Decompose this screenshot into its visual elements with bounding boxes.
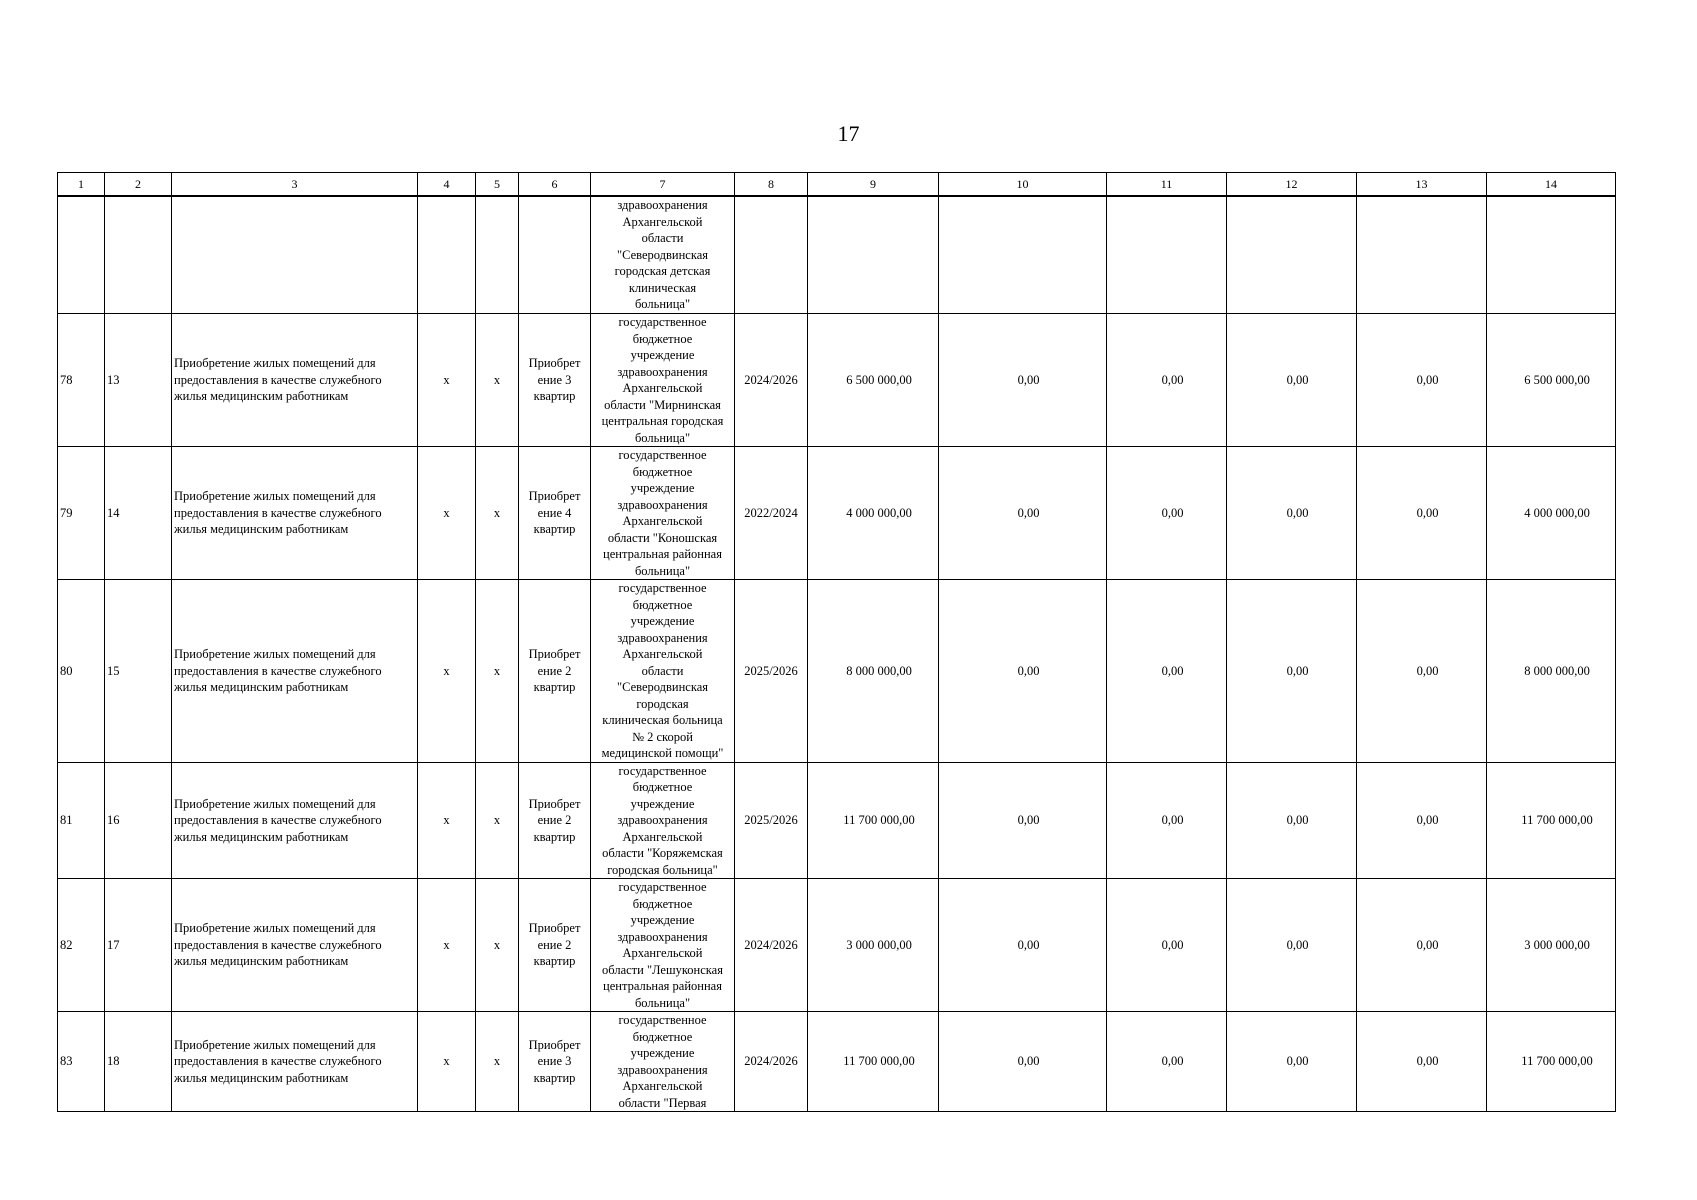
col11-cell [1107,1012,1227,1112]
executor-cell: государственное бюджетное учреждение здравоохранения Архангельской области "Лешуконская центральная районная больница" [591,879,735,1012]
col5-cell: x [476,762,519,879]
col11-cell [1107,879,1227,1012]
program-table [57,172,1616,1112]
col13-value: 0,00 [1416,937,1439,952]
col4-cell: x [418,1012,476,1112]
total-value: 11 700 000,00 [843,813,915,827]
sub-number-cell: 15 [105,580,172,763]
column-header: 1 [58,173,105,197]
col11-value: 0,00 [1161,663,1184,678]
col12-cell [1227,447,1357,580]
col12-cell [1227,580,1357,763]
col12-value: 0,00 [1286,505,1309,520]
col13-cell [1357,580,1487,763]
total-cell [808,580,939,763]
col13-value: 0,00 [1416,1054,1439,1069]
table-row [58,447,1616,580]
col11-value: 0,00 [1161,1054,1184,1069]
row-number-cell: 81 [58,762,105,879]
column-header: 7 [591,173,735,197]
sub-number-cell: 16 [105,762,172,879]
sub-number-cell: 14 [105,447,172,580]
period-cell: 2025/2026 [735,762,808,879]
col13-value: 0,00 [1416,505,1439,520]
col11-value: 0,00 [1161,937,1184,952]
col4-cell: x [418,447,476,580]
col12-cell [1227,762,1357,879]
total-cell [808,762,939,879]
column-header: 13 [1357,173,1487,197]
col12-cell [1227,314,1357,447]
col11-cell [1107,447,1227,580]
table-row-continuation [58,196,1616,314]
period-cell: 2024/2026 [735,879,808,1012]
col5-cell: x [476,879,519,1012]
total-value: 11 700 000,00 [843,1054,915,1069]
total-cell [808,314,939,447]
sub-number-cell: 17 [105,879,172,1012]
col10-cell [939,879,1107,1012]
col12-value: 0,00 [1286,372,1309,387]
col13-cell [1357,879,1487,1012]
col11-value: 0,00 [1161,505,1184,520]
col12-cell [1227,879,1357,1012]
executor-cell: государственное бюджетное учреждение здравоохранения Архангельской области "Коряжемская городская больница" [591,762,735,879]
column-header: 5 [476,173,519,197]
col13-value: 0,00 [1416,663,1439,678]
table-cell [1107,196,1227,314]
table-cell [172,196,418,314]
col12-value: 0,00 [1286,663,1309,678]
measure-name-cell: Приобретение жилых помещений для предоставления в качестве служебного жилья медицинским работникам [172,447,418,580]
measure-name-cell: Приобретение жилых помещений для предоставления в качестве служебного жилья медицинским работникам [172,580,418,763]
col14-cell [1487,762,1616,879]
total-cell [808,447,939,580]
col4-cell: x [418,879,476,1012]
column-header: 11 [1107,173,1227,197]
row-number-cell: 79 [58,447,105,580]
period-cell: 2025/2026 [735,580,808,763]
column-header: 4 [418,173,476,197]
page-number: 17 [837,121,860,146]
total-value: 3 000 000,00 [846,937,912,952]
measure-name-cell: Приобретение жилых помещений для предоставления в качестве служебного жилья медицинским работникам [172,1012,418,1112]
measure-name-cell: Приобретение жилых помещений для предоставления в качестве служебного жилья медицинским работникам [172,762,418,879]
column-header: 8 [735,173,808,197]
col10-value: 0,00 [1017,937,1040,952]
total-value: 6 500 000,00 [846,372,912,387]
table-cell [58,196,105,314]
column-header: 9 [808,173,939,197]
col5-cell: x [476,580,519,763]
col13-cell [1357,447,1487,580]
column-header: 6 [519,173,591,197]
col14-value: 3 000 000,00 [1524,937,1590,952]
table-cell [519,196,591,314]
row-number-cell: 82 [58,879,105,1012]
total-value: 8 000 000,00 [846,663,912,678]
col4-cell: x [418,580,476,763]
table-row [58,314,1616,447]
col5-cell: x [476,447,519,580]
row-number-cell: 83 [58,1012,105,1112]
total-value: 4 000 000,00 [846,505,912,520]
col11-value: 0,00 [1161,813,1184,827]
col4-cell: x [418,314,476,447]
executor-cell: государственное бюджетное учреждение здравоохранения Архангельской области "Мирнинская центральная городская больница" [591,314,735,447]
col13-value: 0,00 [1416,372,1439,387]
table-row [58,762,1616,879]
table-cell [808,196,939,314]
row-number-cell: 78 [58,314,105,447]
col10-value: 0,00 [1017,1054,1040,1069]
col14-cell [1487,447,1616,580]
table-row [58,580,1616,763]
column-header: 3 [172,173,418,197]
row-number-cell: 80 [58,580,105,763]
measure-name-cell: Приобретение жилых помещений для предоставления в качестве служебного жилья медицинским работникам [172,879,418,1012]
executor-cell: здравоохранения Архангельской области "Северодвинская городская детская клиническая больница" [591,196,735,314]
col12-value: 0,00 [1286,813,1309,827]
table-cell [1487,196,1616,314]
col10-value: 0,00 [1017,663,1040,678]
col14-value: 11 700 000,00 [1521,1054,1593,1069]
col10-cell [939,762,1107,879]
col10-cell [939,447,1107,580]
action-cell: Приобрет ение 2 квартир [519,879,591,1012]
col12-value: 0,00 [1286,1054,1309,1069]
col10-value: 0,00 [1017,505,1040,520]
header-row [58,173,1616,197]
table-cell [939,196,1107,314]
col14-cell [1487,1012,1616,1112]
table-cell [1227,196,1357,314]
table-cell [476,196,519,314]
period-cell: 2024/2026 [735,314,808,447]
col11-cell [1107,762,1227,879]
table-row [58,1012,1616,1112]
table-cell [1357,196,1487,314]
col10-cell [939,314,1107,447]
table-cell [105,196,172,314]
col13-value: 0,00 [1416,813,1439,827]
col10-value: 0,00 [1017,813,1040,827]
total-cell [808,1012,939,1112]
col5-cell: x [476,1012,519,1112]
col11-value: 0,00 [1161,372,1184,387]
col14-cell [1487,879,1616,1012]
col13-cell [1357,1012,1487,1112]
executor-cell: государственное бюджетное учреждение здравоохранения Архангельской области "Коношская центральная районная больница" [591,447,735,580]
col13-cell [1357,762,1487,879]
col13-cell [1357,314,1487,447]
action-cell: Приобрет ение 3 квартир [519,314,591,447]
col12-value: 0,00 [1286,937,1309,952]
total-cell [808,879,939,1012]
action-cell: Приобрет ение 2 квартир [519,762,591,879]
col10-cell [939,1012,1107,1112]
action-cell: Приобрет ение 2 квартир [519,580,591,763]
table-row [58,879,1616,1012]
action-cell: Приобрет ение 3 квартир [519,1012,591,1112]
table-cell [735,196,808,314]
column-header: 14 [1487,173,1616,197]
period-cell: 2024/2026 [735,1012,808,1112]
col14-value: 4 000 000,00 [1524,505,1590,520]
executor-cell: государственное бюджетное учреждение здравоохранения Архангельской области "Северодвинская городская клиническая больница № 2 скорой медицинской помощи" [591,580,735,763]
column-header: 2 [105,173,172,197]
col10-value: 0,00 [1017,372,1040,387]
col5-cell: x [476,314,519,447]
col11-cell [1107,314,1227,447]
action-cell: Приобрет ение 4 квартир [519,447,591,580]
measure-name-cell: Приобретение жилых помещений для предоставления в качестве служебного жилья медицинским работникам [172,314,418,447]
col10-cell [939,580,1107,763]
col14-value: 6 500 000,00 [1524,372,1590,387]
col4-cell: x [418,762,476,879]
table-cell [418,196,476,314]
col14-value: 8 000 000,00 [1524,663,1590,678]
column-header: 10 [939,173,1107,197]
col11-cell [1107,580,1227,763]
col14-cell [1487,314,1616,447]
sub-number-cell: 13 [105,314,172,447]
col14-cell [1487,580,1616,763]
col12-cell [1227,1012,1357,1112]
col14-value: 11 700 000,00 [1521,813,1593,827]
executor-cell: государственное бюджетное учреждение здравоохранения Архангельской области "Первая [591,1012,735,1112]
period-cell: 2022/2024 [735,447,808,580]
sub-number-cell: 18 [105,1012,172,1112]
column-header: 12 [1227,173,1357,197]
